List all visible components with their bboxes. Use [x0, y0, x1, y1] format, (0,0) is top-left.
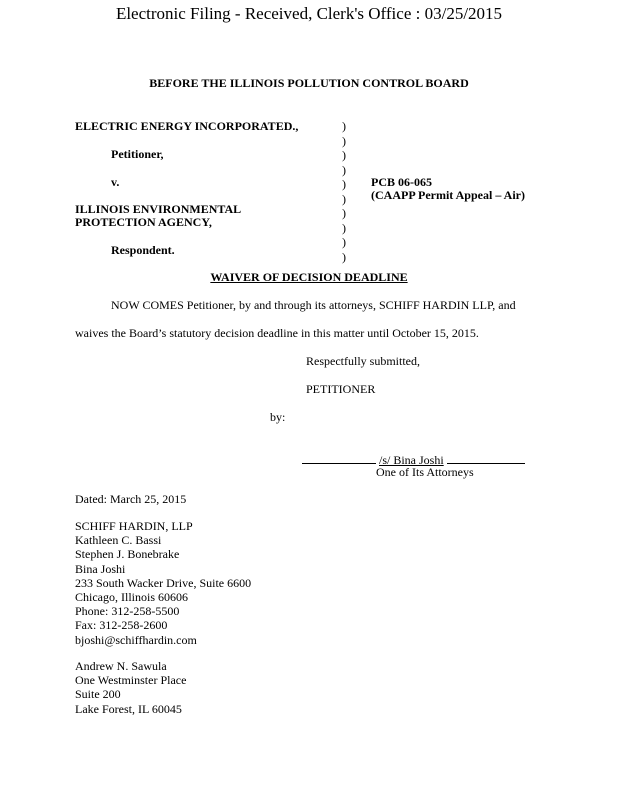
address-line: Andrew N. Sawula [75, 659, 167, 673]
signer-role: One of Its Attorneys [376, 465, 474, 479]
case-type: (CAAPP Permit Appeal – Air) [371, 188, 525, 202]
paren: ) [342, 119, 346, 133]
firm-line: 233 South Wacker Drive, Suite 6600 [75, 575, 252, 590]
paren: ) [342, 235, 346, 249]
document-title: WAIVER OF DECISION DEADLINE [210, 270, 408, 284]
case-number: PCB 06-065 [371, 175, 432, 189]
paren: ) [342, 177, 346, 191]
petitioner-name: ELECTRIC ENERGY INCORPORATED., [75, 119, 299, 133]
by-label: by: [270, 410, 286, 424]
caption-parentheses [342, 119, 346, 264]
address-line: Lake Forest, IL 60045 [75, 701, 182, 716]
paren: ) [342, 220, 346, 235]
paren: ) [342, 191, 346, 206]
address-line: Suite 200 [75, 687, 121, 702]
firm-line: Phone: 312-258-5500 [75, 604, 180, 619]
second-address-block [75, 659, 186, 716]
signature-rule-right [447, 463, 525, 464]
paren: ) [342, 133, 346, 148]
body-paragraph-line2: waives the Board’s statutory decision deadline in this matter until October 15, 2015. [75, 326, 479, 340]
respondent-name-line1: ILLINOIS ENVIRONMENTAL [75, 202, 242, 216]
party-label: PETITIONER [306, 382, 376, 396]
paren: ) [342, 148, 346, 162]
firm-line: SCHIFF HARDIN, LLP [75, 519, 193, 533]
firm-line: Chicago, Illinois 60606 [75, 590, 188, 605]
respondent-label: Respondent. [111, 243, 175, 257]
board-heading: BEFORE THE ILLINOIS POLLUTION CONTROL BOARD [149, 76, 469, 90]
versus-label: v. [111, 175, 120, 189]
closing: Respectfully submitted, [306, 354, 420, 368]
signer-name: /s/ Bina Joshi [379, 453, 444, 467]
paren: ) [342, 249, 346, 264]
respondent-name-line2: PROTECTION AGENCY, [75, 215, 212, 229]
paren: ) [342, 162, 346, 177]
filing-stamp: Electronic Filing - Received, Clerk's Office : 03/25/2015 [115, 4, 503, 23]
firm-line: Bina Joshi [75, 561, 126, 576]
firm-line: Kathleen C. Bassi [75, 533, 162, 548]
address-line: One Westminster Place [75, 673, 187, 688]
signature-rule-left [302, 463, 376, 464]
firm-line: Fax: 312-258-2600 [75, 618, 168, 633]
firm-line: Stephen J. Bonebrake [75, 547, 180, 562]
firm-address-block [75, 519, 251, 647]
body-paragraph-line1: NOW COMES Petitioner, by and through its attorneys, SCHIFF HARDIN LLP, and [111, 298, 516, 312]
dated-line: Dated: March 25, 2015 [75, 492, 187, 506]
paren: ) [342, 206, 346, 220]
firm-email[interactable]: bjoshi@schiffhardin.com [75, 632, 197, 647]
petitioner-label: Petitioner, [111, 147, 164, 161]
